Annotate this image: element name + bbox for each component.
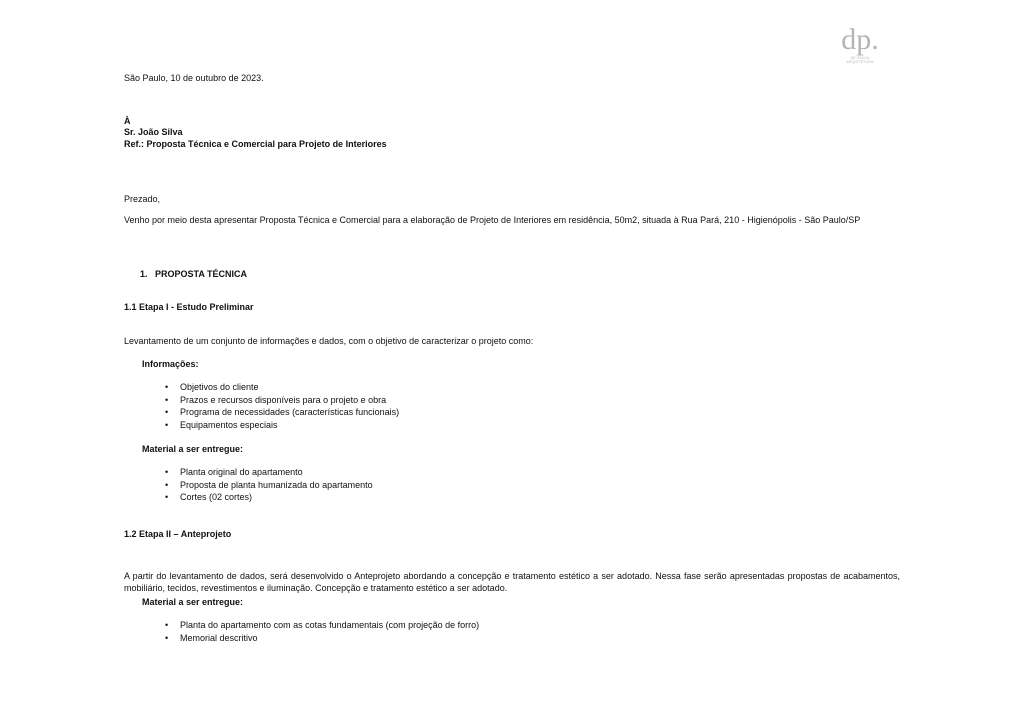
etapa1-title: 1.1 Etapa I - Estudo Preliminar bbox=[124, 302, 254, 312]
etapa1-info-list bbox=[165, 381, 399, 432]
to-prefix: À bbox=[124, 116, 131, 126]
list-item: • Programa de necessidades (características funcionais) bbox=[165, 406, 399, 419]
list-item: • Prazos e recursos disponíveis para o projeto e obra bbox=[165, 394, 399, 407]
etapa2-material-heading: Material a ser entregue: bbox=[142, 597, 244, 607]
list-item: • Cortes (02 cortes) bbox=[165, 491, 373, 504]
dp-monogram-icon bbox=[838, 16, 882, 56]
etapa2-title: 1.2 Etapa II – Anteprojeto bbox=[124, 529, 232, 539]
list-item: • Planta do apartamento com as cotas fundamentais (com projeção de forro) bbox=[165, 619, 479, 632]
list-item: • Planta original do apartamento bbox=[165, 466, 373, 479]
list-item: • Memorial descritivo bbox=[165, 632, 479, 645]
logo-caption-line1: DE PAULA bbox=[850, 56, 870, 60]
reference-line: Ref.: Proposta Técnica e Comercial para Projeto de Interiores bbox=[124, 139, 387, 149]
intro-paragraph: Venho por meio desta apresentar Proposta Técnica e Comercial para a elaboração de Projeto de Interiores em residência, 50m2, situada à Rua Pará, 210 - Higienópolis - São Paulo/SP bbox=[124, 215, 861, 225]
section-title: PROPOSTA TÉCNICA bbox=[155, 269, 248, 279]
recipient: Sr. João Silva bbox=[124, 127, 183, 137]
list-item: • Equipamentos especiais bbox=[165, 419, 399, 432]
etapa1-info-heading: Informações: bbox=[142, 359, 199, 369]
etapa2-text: A partir do levantamento de dados, será desenvolvido o Anteprojeto abordando a concepção e tratamento estético a ser adotado. Nessa fase serão apresentadas propostas de acabamentos, mobiliário, tecidos, revestimentos e iluminação. Concepção e tratamento estético a ser adotado. bbox=[124, 571, 900, 593]
list-item: • Objetivos do cliente bbox=[165, 381, 399, 394]
svg-text:dp.: dp. bbox=[841, 23, 879, 56]
logo-caption-line2: ARQUITETURA bbox=[846, 60, 874, 64]
etapa2-material-list bbox=[165, 619, 479, 644]
etapa1-text: Levantamento de um conjunto de informações e dados, com o objetivo de caracterizar o projeto como: bbox=[124, 336, 534, 346]
list-item: • Proposta de planta humanizada do apartamento bbox=[165, 479, 373, 492]
company-logo bbox=[838, 16, 882, 68]
greeting: Prezado, bbox=[124, 194, 161, 204]
place-date: São Paulo, 10 de outubro de 2023. bbox=[124, 73, 264, 83]
etapa1-material-list bbox=[165, 466, 373, 504]
etapa1-material-heading: Material a ser entregue: bbox=[142, 444, 244, 454]
section-number: 1. bbox=[140, 269, 148, 279]
logo-caption bbox=[838, 56, 882, 64]
